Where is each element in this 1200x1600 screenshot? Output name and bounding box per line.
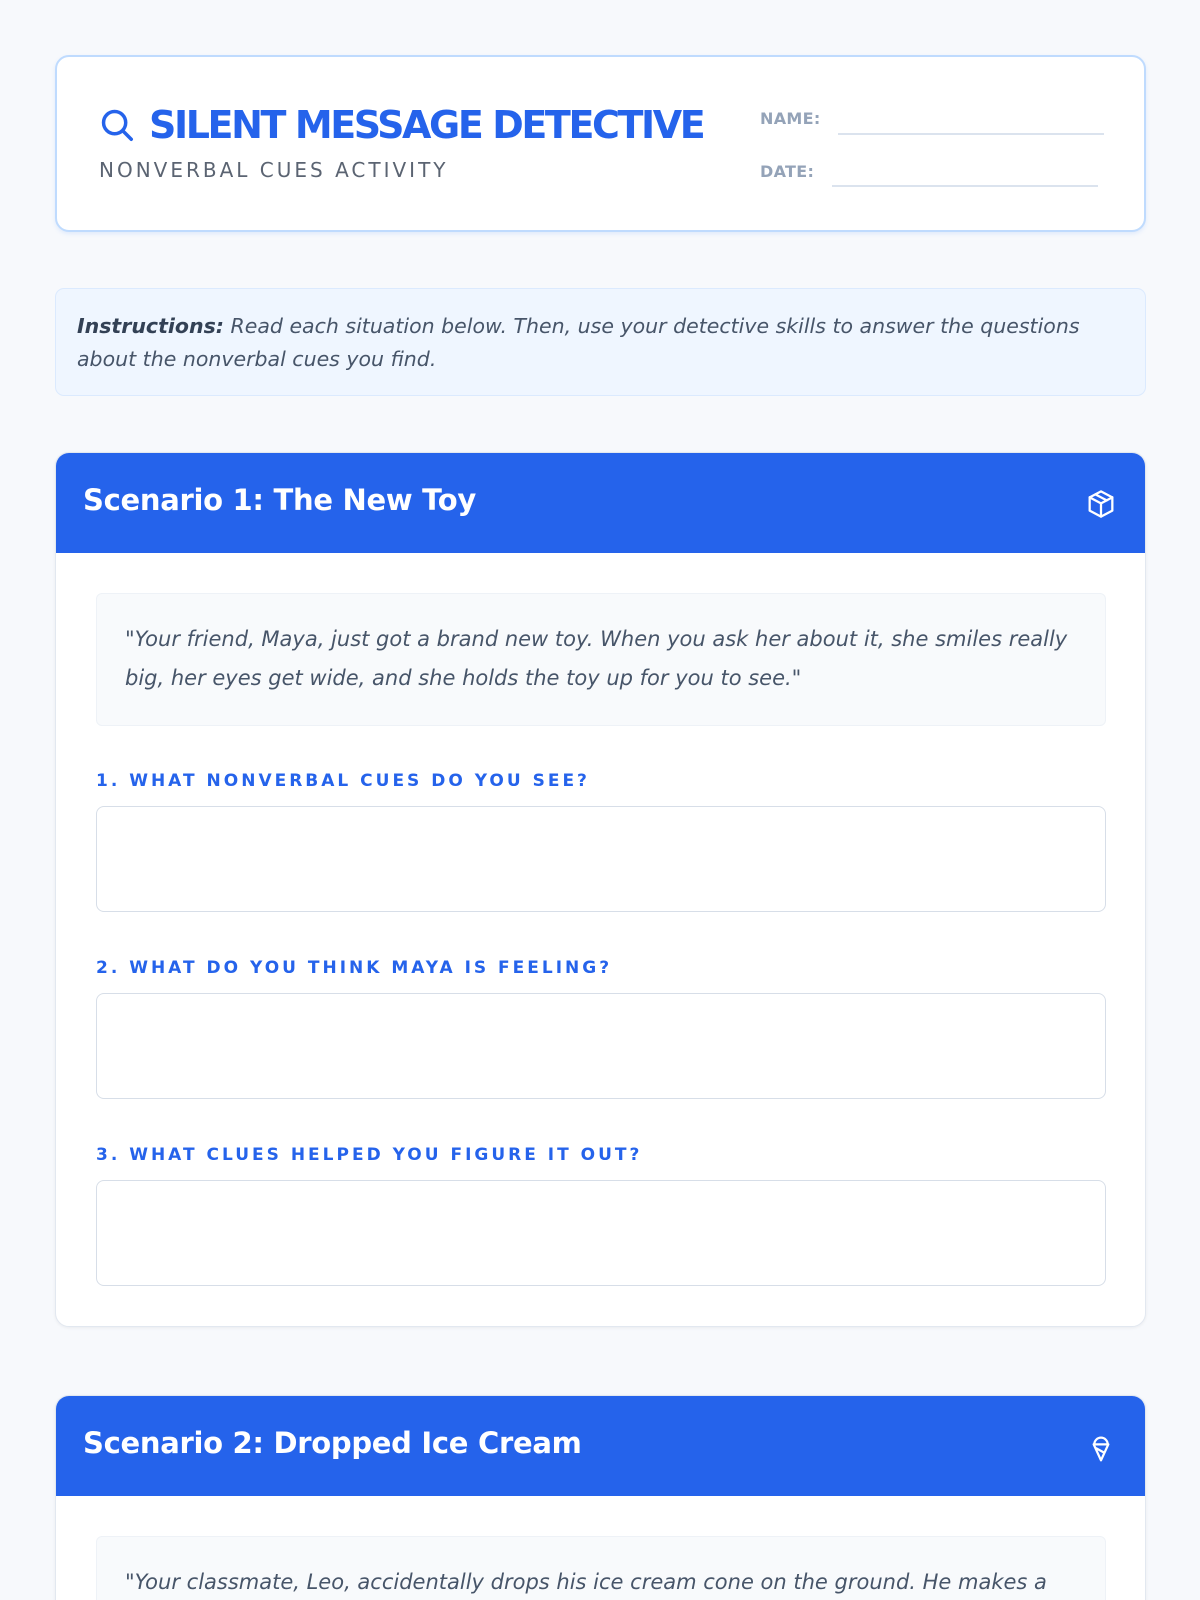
page-subtitle: NONVERBAL CUES ACTIVITY	[99, 158, 449, 182]
title-row	[98, 103, 703, 147]
date-field[interactable]	[832, 185, 1098, 187]
scenario-header	[56, 453, 1145, 553]
instructions-label: Instructions:	[77, 314, 224, 338]
instructions-text: Read each situation below. Then, use your detective skills to answer the questions about the nonverbal cues you find.	[77, 314, 1080, 371]
answer-box[interactable]	[96, 806, 1106, 912]
scenario-header	[56, 1396, 1145, 1496]
date-label: DATE:	[760, 162, 815, 181]
question-label: 1. WHAT NONVERBAL CUES DO YOU SEE?	[96, 771, 590, 791]
search-icon	[98, 106, 136, 144]
name-label: NAME:	[760, 109, 821, 128]
question-label: 3. WHAT CLUES HELPED YOU FIGURE IT OUT?	[96, 1145, 643, 1165]
answer-box[interactable]	[96, 1180, 1106, 1286]
header-card	[55, 55, 1146, 232]
scenario-title: Scenario 2: Dropped Ice Cream	[83, 1426, 582, 1460]
scenario-title: Scenario 1: The New Toy	[83, 483, 476, 517]
instructions-box	[55, 288, 1146, 396]
scenario-card	[55, 1395, 1146, 1600]
question-label: 2. WHAT DO YOU THINK MAYA IS FEELING?	[96, 958, 613, 978]
scenario-story: "Your friend, Maya, just got a brand new toy. When you ask her about it, she smiles really big, her eyes get wide, and she holds the toy up for you to see."	[96, 593, 1106, 726]
answer-box[interactable]	[96, 993, 1106, 1099]
box-icon	[1085, 488, 1117, 520]
ice-cream-icon	[1085, 1431, 1117, 1463]
name-field[interactable]	[838, 133, 1104, 135]
scenario-card	[55, 452, 1146, 1327]
page-title: SILENT MESSAGE DETECTIVE	[149, 103, 704, 147]
scenario-story: "Your classmate, Leo, accidentally drops his ice cream cone on the ground. He makes a	[96, 1536, 1106, 1600]
